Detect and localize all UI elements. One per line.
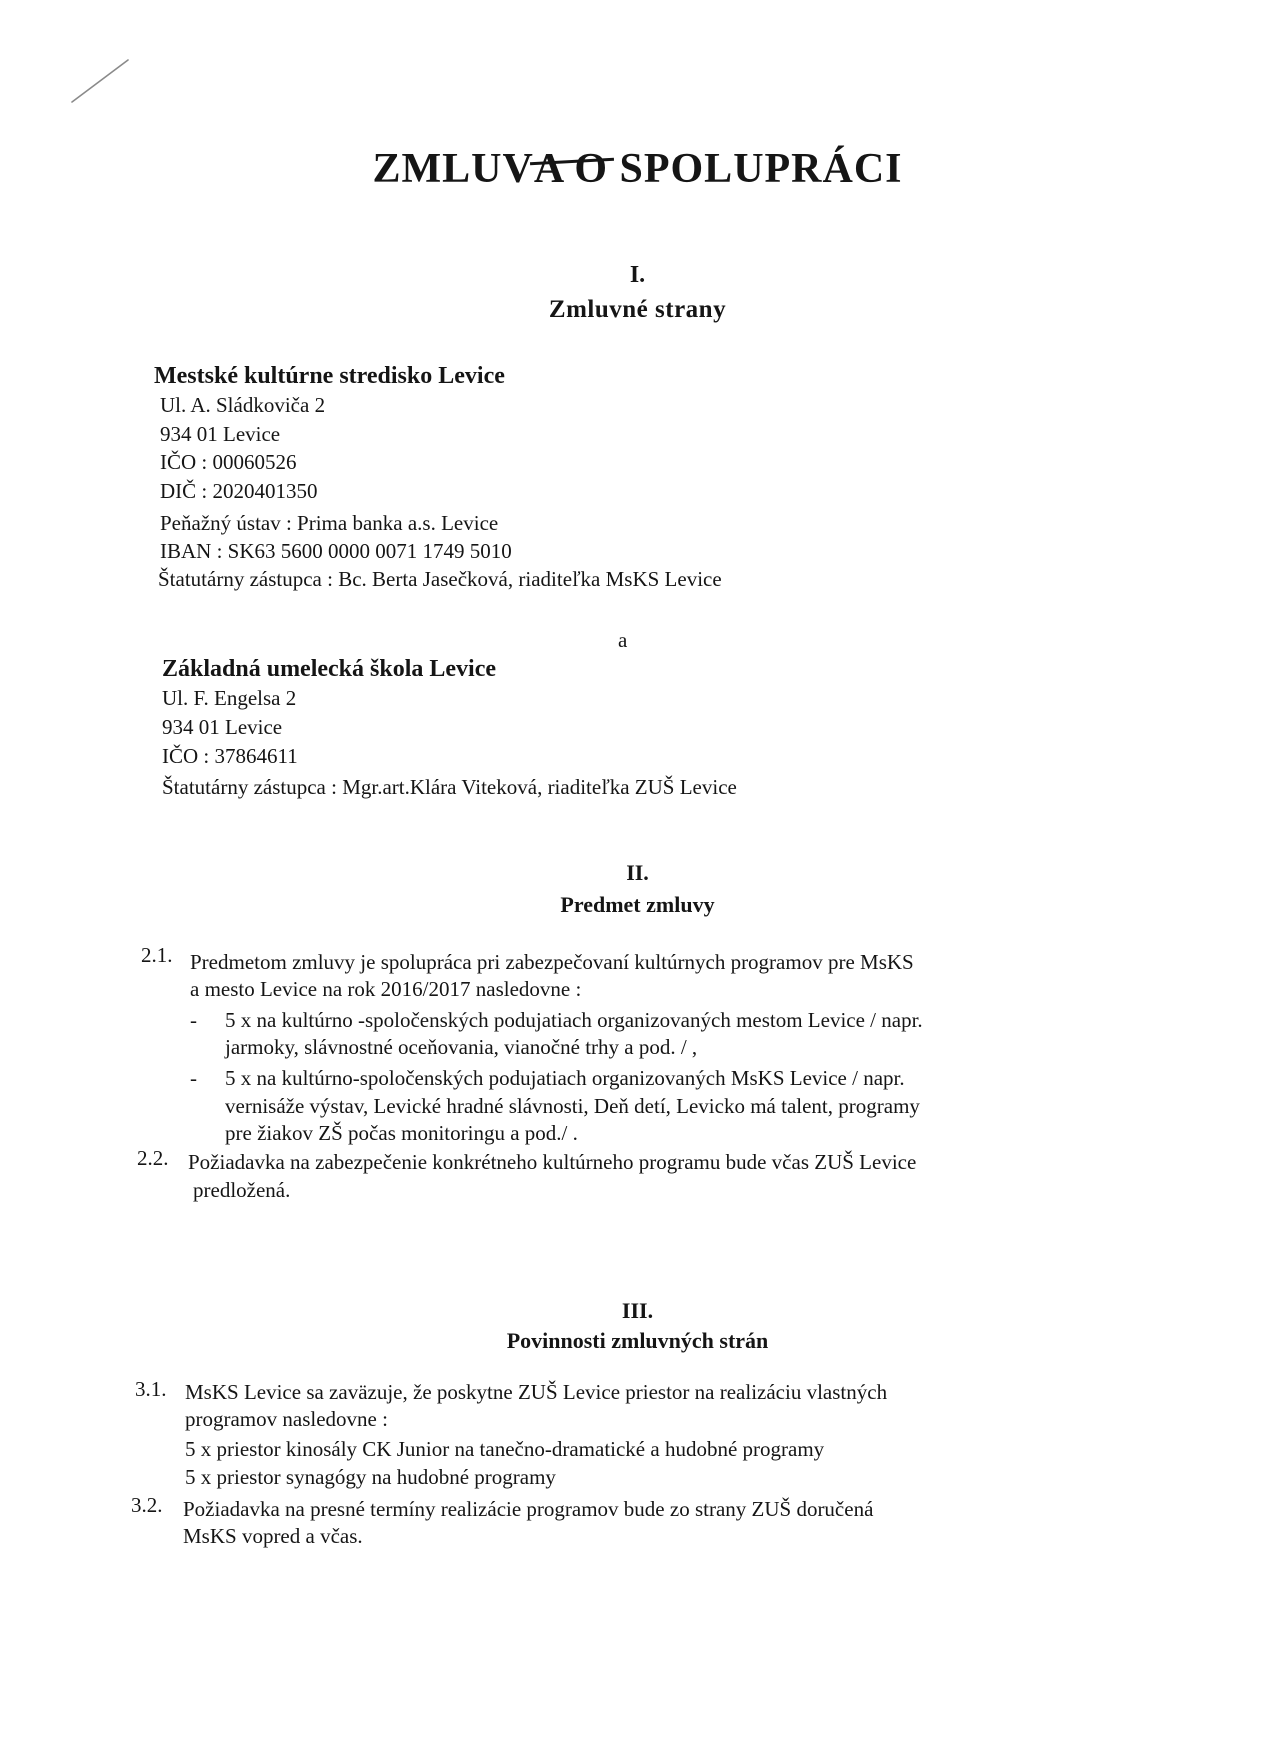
bullet-2-line: vernisáže výstav, Levické hradné slávnosti, Deň detí, Levicko má talent, programy xyxy=(225,1094,920,1118)
clause-2-1-line: Predmetom zmluvy je spolupráca pri zabezpečovaní kultúrnych programov pre MsKS xyxy=(190,950,914,974)
clause-2-2-line: predložená. xyxy=(193,1178,291,1202)
clause-number: 2.2. xyxy=(137,1146,169,1170)
section-1-title: Zmluvné strany xyxy=(548,296,727,323)
party-2-line: Ul. F. Engelsa 2 xyxy=(162,686,297,710)
section-1-number: I. xyxy=(629,262,646,288)
section-3-title: Povinnosti zmluvných strán xyxy=(506,1328,769,1353)
pen-stroke-mark xyxy=(70,56,130,106)
party-1-line: 934 01 Levice xyxy=(160,422,281,446)
bullet-2-line: 5 x na kultúrno-spoločenských podujatiach organizovaných MsKS Levice / napr. xyxy=(225,1066,905,1090)
title-part1: ZMLUV xyxy=(372,146,534,192)
bullet-1-line: 5 x na kultúrno -spoločenských podujatiach organizovaných mestom Levice / napr. xyxy=(225,1008,923,1032)
clause-number: 3.1. xyxy=(135,1377,167,1401)
party-1-line: Peňažný ústav : Prima banka a.s. Levice xyxy=(160,511,499,535)
party-2-line: Štatutárny zástupca : Mgr.art.Klára Viteková, riaditeľka ZUŠ Levice xyxy=(162,775,737,799)
party-1-line: Štatutárny zástupca : Bc. Berta Jasečková, riaditeľka MsKS Levice xyxy=(158,567,722,591)
party-2-name: Základná umelecká škola Levice xyxy=(162,656,497,682)
bullet-dash: - xyxy=(190,1008,197,1032)
clause-3-1-line: MsKS Levice sa zaväzuje, že poskytne ZUŠ Levice priestor na realizáciu vlastných xyxy=(185,1380,888,1404)
clause-3-1-line: programov nasledovne : xyxy=(185,1407,388,1431)
party-1-line: DIČ : 2020401350 xyxy=(160,479,318,503)
party-2-line: IČO : 37864611 xyxy=(162,744,298,768)
clause-number: 3.2. xyxy=(131,1493,163,1517)
clause-2-1-line: a mesto Levice na rok 2016/2017 nasledovne : xyxy=(190,977,582,1001)
clause-3-2-line: Požiadavka na presné termíny realizácie programov bude zo strany ZUŠ doručená xyxy=(183,1497,874,1521)
party-2-line: 934 01 Levice xyxy=(162,715,283,739)
section-3-number: III. xyxy=(621,1298,654,1323)
party-1-line: Ul. A. Sládkoviča 2 xyxy=(160,393,326,417)
bullet-dash: - xyxy=(190,1066,197,1090)
clause-3-1-line: 5 x priestor kinosály CK Junior na tanečno-dramatické a hudobné programy xyxy=(185,1437,825,1461)
title-part2: SPOLUPRÁCI xyxy=(608,146,903,192)
party-1-line: IBAN : SK63 5600 0000 0071 1749 5010 xyxy=(160,539,512,563)
party-1-line: IČO : 00060526 xyxy=(160,450,297,474)
bullet-2-line: pre žiakov ZŠ počas monitoringu a pod./ . xyxy=(225,1121,578,1145)
bullet-1-line: jarmoky, slávnostné oceňovania, vianočné trhy a pod. / , xyxy=(225,1035,698,1059)
parties-connector: a xyxy=(618,628,628,652)
title-struck-text: A O xyxy=(533,146,608,192)
clause-number: 2.1. xyxy=(141,943,173,967)
clause-3-2-line: MsKS vopred a včas. xyxy=(183,1524,363,1548)
section-2-number: II. xyxy=(626,860,649,885)
section-2-title: Predmet zmluvy xyxy=(560,892,715,917)
document-title xyxy=(0,145,1275,193)
clause-2-2-line: Požiadavka na zabezpečenie konkrétneho kultúrneho programu bude včas ZUŠ Levice xyxy=(188,1150,917,1174)
clause-3-1-line: 5 x priestor synagógy na hudobné programy xyxy=(185,1465,556,1489)
party-1-name: Mestské kultúrne stredisko Levice xyxy=(154,363,505,389)
